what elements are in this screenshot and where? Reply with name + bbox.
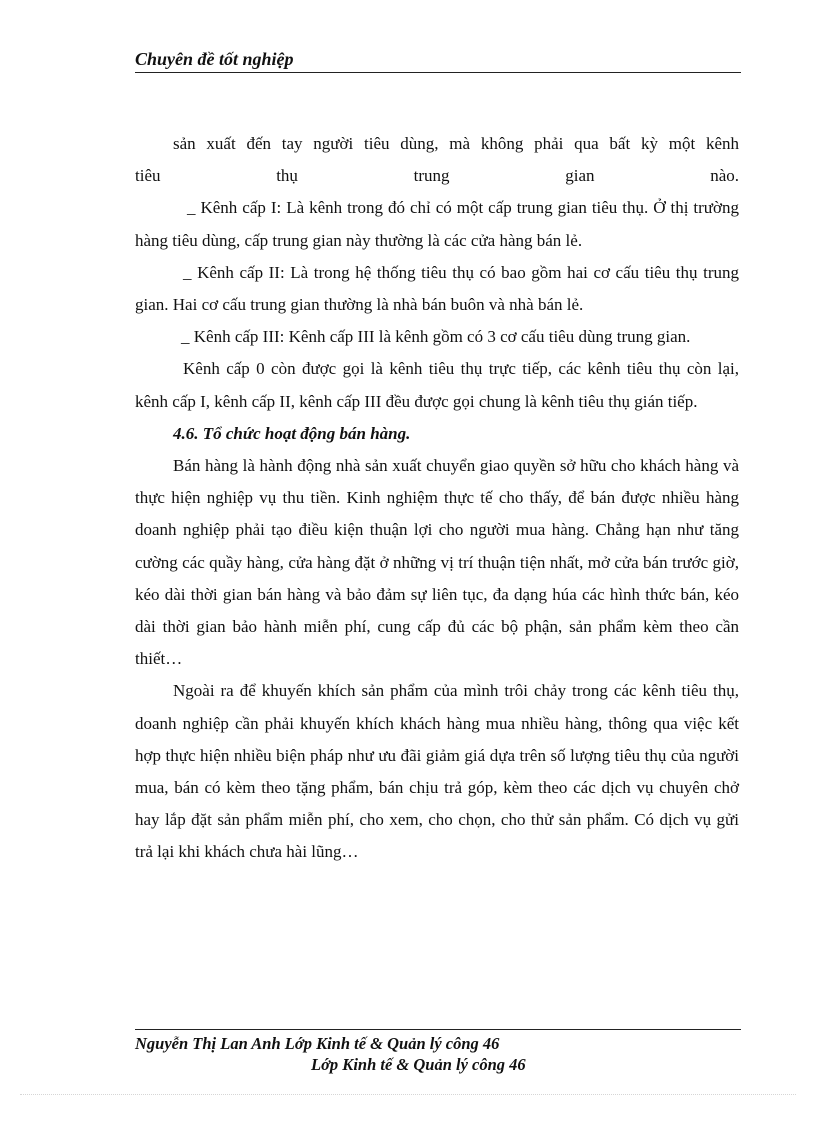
footer-author-class: Nguyễn Thị Lan Anh Lớp Kinh tế & Quản lý công 46 — [135, 1034, 500, 1053]
paragraph-kenh-cap-1: _ Kênh cấp I: Là kênh trong đó chỉ có một cấp trung gian tiêu thụ. Ở thị trường hàng tiêu dùng, cấp trung gian này thường là các cửa hàng bán lẻ. — [135, 198, 739, 250]
paragraph-khuyen-khich: Ngoài ra để khuyến khích sản phẩm của mình trôi chảy trong các kênh tiêu thụ, doanh nghiệp cần phải khuyến khích khách hàng mua nhiều hàng, thông qua việc kết hợp thực hiện nhiều biện pháp như ưu đãi giảm giá dựa trên số lượng tiêu thụ của người mua, bán có kèm theo tặng phẩm, bán chịu trả góp, kèm theo các dịch vụ chuyên chở hay lắp đặt sản phẩm miễn phí, cho xem, cho chọn, cho thử sản phẩm. Có dịch vụ gửi trả lại khi khách chưa hài lũng… — [135, 681, 739, 862]
paragraph-ban-hang: Bán hàng là hành động nhà sản xuất chuyển giao quyền sở hữu cho khách hàng và thực hiện nghiệp vụ thu tiền. Kinh nghiệm thực tế cho thấy, để bán được nhiều hàng doanh nghiệp phải tạo điều kiện thuận lợi cho người mua hàng. Chẳng hạn như tăng cường các quầy hàng, cửa hàng đặt ở những vị trí thuận tiện nhất, mở cửa bán trước giờ, kéo dài thời gian bán hàng và bảo đảm sự liên tục, đa dạng húa các hình thức bán, kéo dài thời gian bảo hành miễn phí, cung cấp đủ các bộ phận, sản phẩm kèm theo cần thiết… — [135, 456, 739, 669]
header-title: Chuyên đề tốt nghiệp — [135, 49, 294, 69]
section-heading: 4.6. Tổ chức hoạt động bán hàng. — [173, 423, 411, 443]
paragraph-kenh-cap-2: _ Kênh cấp II: Là trong hệ thống tiêu thụ có bao gồm hai cơ cấu tiêu thụ trung gian. Hai cơ cấu trung gian thường là nhà bán buôn và nhà bán lẻ. — [135, 262, 739, 315]
paragraph-continuation-line1: sản xuất đến tay người tiêu dùng, mà không phải qua bất kỳ một kênh — [173, 134, 739, 153]
footer-class: Lớp Kinh tế & Quản lý công 46 — [311, 1055, 526, 1074]
paragraph-kenh-cap-0-summary: Kênh cấp 0 còn được gọi là kênh tiêu thụ trực tiếp, các kênh tiêu thụ còn lại, kênh cấp I, kênh cấp II, kênh cấp III đều được gọi chung là kênh tiêu thụ gián tiếp. — [135, 359, 739, 411]
document-body — [135, 128, 739, 869]
page-header — [135, 48, 741, 73]
page-edge-divider — [20, 1094, 796, 1095]
paragraph-continuation-line2: tiêu thụ trung gian nào. — [135, 166, 739, 186]
page-footer — [135, 1029, 741, 1074]
paragraph-kenh-cap-3: _ Kênh cấp III: Kênh cấp III là kênh gồm có 3 cơ cấu tiêu dùng trung gian. — [181, 327, 691, 347]
